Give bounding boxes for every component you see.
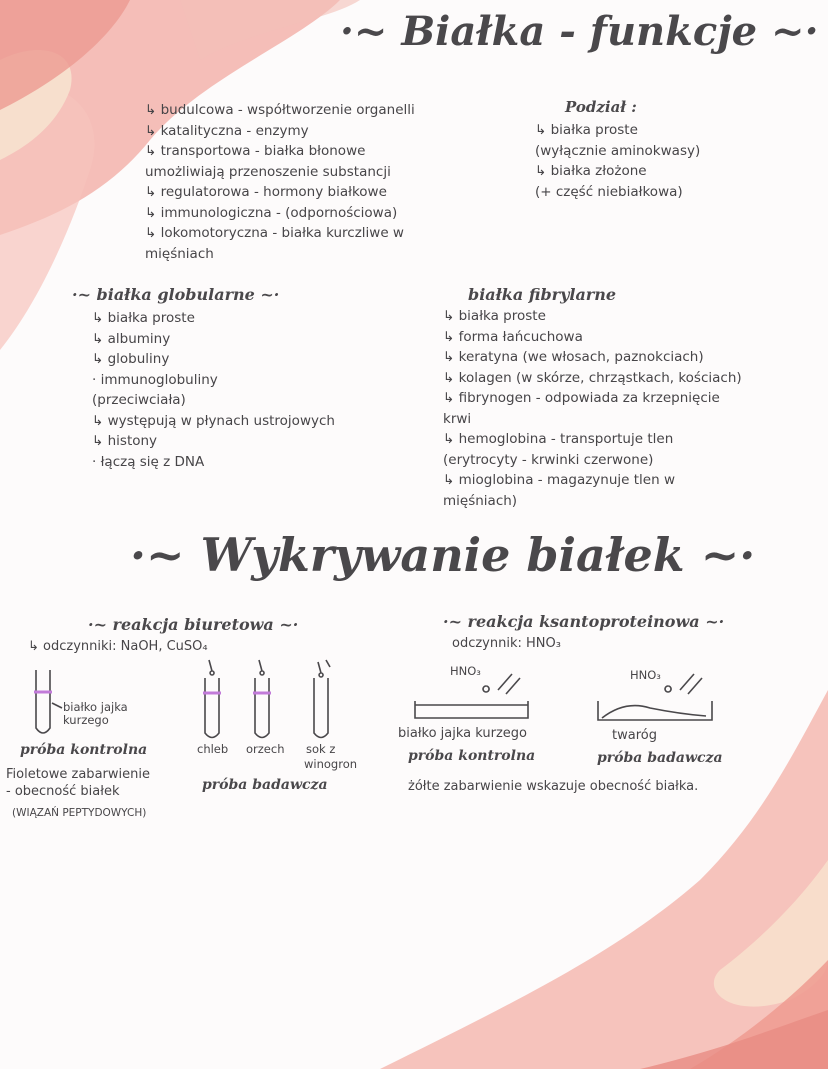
- list-item: ↳ białka proste: [535, 122, 638, 138]
- list-item: ↳ globuliny: [92, 351, 170, 367]
- list-item: ↳ regulatorowa - hormony białkowe: [145, 184, 387, 200]
- control-dish: [415, 674, 528, 718]
- list-item: ↳ katalityczna - enzymy: [145, 122, 309, 139]
- list-item: mięśniach: [145, 245, 214, 262]
- list-item: ↳ transportowa - białka błonowe: [145, 143, 366, 159]
- list-item: ↳ albuminy: [92, 330, 171, 347]
- biuret-title: ·~ reakcja biuretowa ~·: [88, 615, 299, 634]
- tube-name: orzech: [246, 742, 285, 756]
- test-tube-nut: [253, 660, 271, 738]
- list-item: ↳ immunologiczna - (odpornościowa): [145, 204, 398, 221]
- xantho-reagent: odczynnik: HNO₃: [452, 636, 561, 651]
- division-title: Podział :: [565, 98, 637, 116]
- list-item: (przeciwciała): [92, 392, 186, 408]
- tube-label: białko jajka: [63, 700, 128, 714]
- list-item: ↳ białka proste: [92, 310, 195, 326]
- list-item: ↳ mioglobina - magazynuje tlen w: [443, 472, 675, 488]
- list-item: (erytrocyty - krwinki czerwone): [443, 451, 654, 468]
- list-item: (+ część niebiałkowa): [535, 183, 683, 200]
- xantho-title: ·~ reakcja ksantoproteinowa ~·: [443, 612, 725, 631]
- list-item: · łączą się z DNA: [92, 453, 205, 470]
- list-item: ↳ lokomotoryczna - białka kurczliwe w: [145, 225, 404, 241]
- tube-name: winogron: [304, 757, 358, 771]
- tube-name: chleb: [197, 742, 229, 756]
- test-tube-grape-juice: [314, 660, 330, 738]
- list-item: · immunoglobuliny: [92, 371, 218, 388]
- biuret-result: (WIĄZAŃ PEPTYDOWYCH): [12, 807, 147, 819]
- list-item: ↳ występują w płynach ustrojowych: [92, 412, 335, 429]
- biuret-result: Fioletowe zabarwienie: [6, 767, 150, 782]
- list-item: ↳ budulcowa - współtworzenie organelli: [145, 102, 415, 118]
- section-title: ·~ Wykrywanie białek ~·: [130, 528, 756, 582]
- hno3-label: HNO₃: [450, 664, 481, 678]
- xantho-test-label: próba badawcza: [597, 750, 723, 766]
- list-item: ↳ keratyna (we włosach, paznokciach): [443, 349, 704, 365]
- xantho-result: żółte zabarwienie wskazuje obecność białka.: [408, 779, 699, 794]
- tube-name: sok z: [306, 742, 336, 756]
- list-item: ↳ histony: [92, 433, 158, 449]
- list-item: ↳ hemoglobina - transportuje tlen: [443, 431, 674, 447]
- globular-title: ·~ białka globularne ~·: [72, 285, 280, 304]
- hno3-label: HNO₃: [630, 668, 661, 682]
- list-item: ↳ fibrynogen - odpowiada za krzepnięcie: [443, 390, 720, 406]
- biuret-control-label: próba kontrolna: [20, 742, 148, 758]
- list-item: ↳ białka proste: [443, 308, 546, 324]
- xantho-control-label: próba kontrolna: [408, 748, 536, 764]
- page-title: ·~ Białka - funkcje ~·: [340, 8, 819, 55]
- list-item: mięśniach): [443, 492, 518, 509]
- tube-label: kurzego: [63, 713, 109, 727]
- list-item: krwi: [443, 410, 472, 427]
- list-item: ↳ forma łańcuchowa: [443, 328, 583, 345]
- biuret-test-label: próba badawcza: [202, 777, 328, 793]
- dish-label: białko jajka kurzego: [398, 726, 528, 741]
- biuret-result: - obecność białek: [6, 784, 120, 799]
- test-tube-bread: [203, 660, 221, 738]
- list-item: ↳ kolagen (w skórze, chrząstkach, kościach): [443, 369, 742, 386]
- biuret-reagents: ↳ odczynniki: NaOH, CuSO₄: [28, 639, 208, 654]
- list-item: umożliwiają przenoszenie substancji: [145, 163, 391, 180]
- fibrillar-title: białka fibrylarne: [468, 285, 617, 304]
- list-item: (wyłącznie aminokwasy): [535, 142, 701, 159]
- dish-label: twaróg: [612, 728, 657, 743]
- list-item: ↳ białka złożone: [535, 163, 647, 179]
- control-test-tube: [34, 670, 62, 733]
